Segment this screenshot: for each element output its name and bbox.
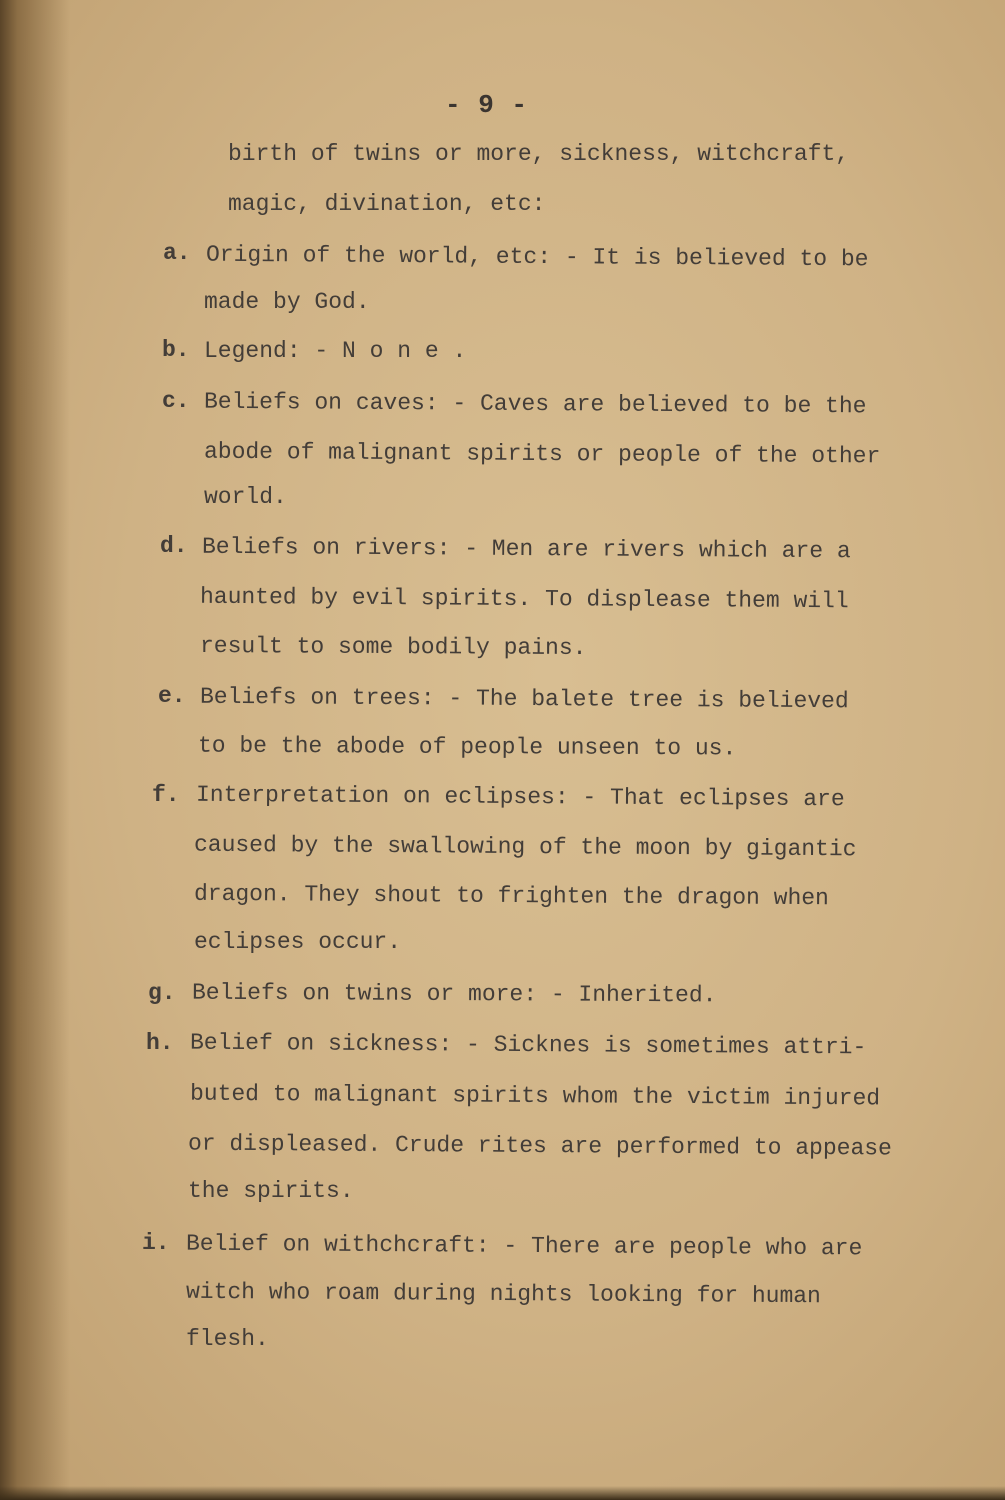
item-line: world. (204, 484, 287, 510)
item-marker: c. (162, 388, 190, 414)
item-line: Beliefs on trees: - The balete tree is believed (199, 683, 849, 715)
page-number: - 9 - (445, 90, 529, 120)
item-line: Origin of the world, etc: - It is believed to be (205, 241, 869, 273)
item-line: flesh. (186, 1326, 269, 1352)
item-line: buted to malignant spirits whom the victim injured (189, 1080, 881, 1112)
item-line: witch who roam during nights looking for human (185, 1278, 821, 1310)
item-line: Belief on sickness: - Sicknes is sometimes attri- (189, 1029, 867, 1061)
item-line: Beliefs on twins or more: - Inherited. (191, 979, 717, 1009)
item-line: Beliefs on caves: - Caves are believed to be the (203, 388, 867, 420)
item-marker: b. (162, 337, 190, 363)
item-marker: a. (163, 240, 191, 266)
item-line: result to some bodily pains. (199, 632, 587, 662)
item-line: Interpretation on eclipses: - That eclipses are (195, 781, 845, 813)
item-line: Belief on withchcraft: - There are people who are (185, 1230, 863, 1262)
item-line: the spirits. (188, 1178, 354, 1204)
item-marker: i. (142, 1230, 170, 1256)
item-marker: e. (158, 683, 186, 709)
item-line: abode of malignant spirits or people of the other (203, 438, 881, 470)
intro-line: birth of twins or more, sickness, witchcraft, (228, 141, 850, 167)
item-line: dragon. They shout to frighten the dragon when (193, 880, 829, 912)
page-bottom-edge (0, 1486, 1005, 1500)
item-line: to be the abode of people unseen to us. (197, 732, 737, 762)
item-line: haunted by evil spirits. To displease them will (199, 583, 849, 615)
item-line: or displeased. Crude rites are performed to appease (187, 1130, 893, 1162)
item-line: caused by the swallowing of the moon by gigantic (193, 831, 857, 863)
item-line: Beliefs on rivers: - Men are rivers which are a (201, 533, 851, 565)
item-marker: g. (148, 980, 176, 1006)
item-marker: d. (160, 533, 188, 559)
item-line: made by God. (204, 289, 370, 315)
intro-line: magic, divination, etc: (228, 191, 546, 217)
item-line: Legend: - N o n e . (204, 338, 467, 364)
binding-shadow (0, 0, 70, 1500)
item-marker: f. (152, 782, 180, 808)
item-marker: h. (146, 1030, 174, 1056)
item-line: eclipses occur. (194, 929, 402, 955)
